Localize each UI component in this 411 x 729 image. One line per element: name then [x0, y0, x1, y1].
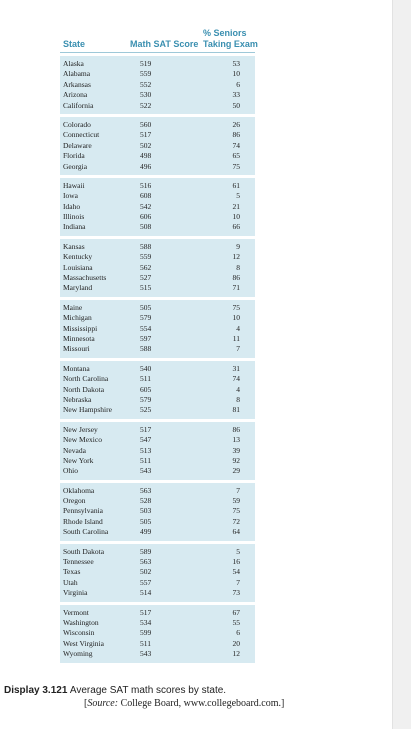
caption-label: Display 3.121 [4, 685, 68, 696]
math-score-cell: 534 [140, 617, 152, 627]
math-score-cell: 505 [140, 302, 152, 312]
state-cell: New York [63, 455, 94, 465]
table-row [60, 517, 255, 527]
math-score-cell: 562 [140, 262, 152, 272]
table-row [60, 578, 255, 588]
table-row [60, 181, 255, 191]
state-cell: Montana [63, 363, 90, 373]
math-score-cell: 511 [140, 374, 151, 384]
math-score-cell: 502 [140, 140, 152, 150]
pct-seniors-cell: 86 [232, 130, 240, 140]
table-row [60, 649, 255, 659]
state-cell: New Jersey [63, 424, 98, 434]
pct-seniors-cell: 64 [232, 527, 240, 537]
state-cell: Rhode Island [63, 516, 103, 526]
table-row [60, 385, 255, 395]
pct-seniors-cell: 11 [232, 333, 240, 343]
pct-seniors-cell: 92 [232, 455, 240, 465]
math-score-cell: 502 [140, 567, 152, 577]
math-score-cell: 543 [140, 649, 152, 659]
state-cell: Delaware [63, 140, 92, 150]
pct-seniors-cell: 59 [232, 496, 240, 506]
state-cell: Wisconsin [63, 628, 95, 638]
table-row [60, 90, 255, 100]
state-cell: Missouri [63, 344, 90, 354]
table-body [60, 56, 255, 663]
pct-seniors-cell: 5 [236, 191, 240, 201]
pct-seniors-cell: 10 [232, 313, 240, 323]
state-cell: Florida [63, 151, 85, 161]
state-cell: Massachusetts [63, 273, 107, 283]
table-row [60, 547, 255, 557]
table-row [60, 222, 255, 232]
pct-seniors-cell: 72 [232, 516, 240, 526]
state-cell: Pennsylvania [63, 506, 103, 516]
state-cell: Maryland [63, 283, 93, 293]
table-row [60, 435, 255, 445]
pct-seniors-cell: 74 [232, 374, 240, 384]
pct-seniors-cell: 54 [232, 567, 240, 577]
table-row [60, 527, 255, 537]
table-row [60, 242, 255, 252]
math-score-cell: 588 [140, 241, 152, 251]
math-score-cell: 605 [140, 384, 152, 394]
pct-seniors-cell: 21 [232, 201, 240, 211]
table-row [60, 80, 255, 90]
math-score-cell: 606 [140, 212, 152, 222]
math-score-cell: 579 [140, 394, 152, 404]
math-score-cell: 547 [140, 435, 152, 445]
pct-seniors-cell: 20 [232, 638, 240, 648]
math-score-cell: 508 [140, 222, 152, 232]
table-row [60, 639, 255, 649]
pct-seniors-cell: 67 [232, 607, 240, 617]
state-cell: Minnesota [63, 333, 95, 343]
math-score-cell: 540 [140, 363, 152, 373]
math-score-cell: 579 [140, 313, 152, 323]
math-score-cell: 559 [140, 252, 152, 262]
state-cell: Alaska [63, 59, 84, 68]
pct-seniors-cell: 7 [236, 485, 240, 495]
pct-seniors-cell: 12 [232, 649, 240, 659]
math-score-cell: 522 [140, 100, 152, 110]
math-score-cell: 608 [140, 191, 152, 201]
table-row [60, 120, 255, 130]
pct-seniors-cell: 81 [232, 405, 240, 415]
table-row [60, 628, 255, 638]
table-row [60, 273, 255, 283]
table-row [60, 557, 255, 567]
math-score-cell: 514 [140, 588, 152, 598]
state-cell: Kansas [63, 241, 85, 251]
table-row [60, 263, 255, 273]
state-group [60, 422, 255, 480]
pct-seniors-cell: 50 [232, 100, 240, 110]
state-cell: Wyoming [63, 649, 93, 659]
state-cell: Arkansas [63, 79, 91, 89]
math-score-cell: 589 [140, 546, 152, 556]
state-cell: Georgia [63, 161, 88, 171]
math-score-cell: 542 [140, 201, 152, 211]
pct-seniors-cell: 7 [236, 344, 240, 354]
state-cell: Utah [63, 577, 78, 587]
pct-seniors-cell: 73 [232, 588, 240, 598]
table-row [60, 141, 255, 151]
math-score-cell: 560 [140, 119, 152, 129]
caption-text: Average SAT math scores by state. [69, 685, 227, 696]
pct-seniors-cell: 39 [232, 445, 240, 455]
state-cell: California [63, 100, 94, 110]
table-row [60, 334, 255, 344]
table-row [60, 466, 255, 476]
math-score-cell: 511 [140, 455, 151, 465]
pct-seniors-cell: 5 [236, 546, 240, 556]
state-cell: New Mexico [63, 435, 102, 445]
state-group [60, 483, 255, 541]
state-cell: Oklahoma [63, 485, 95, 495]
state-group [60, 239, 255, 297]
state-cell: New Hampshire [63, 405, 112, 415]
source-label: Source: [87, 698, 119, 709]
state-cell: Maine [63, 302, 83, 312]
state-cell: Mississippi [63, 323, 98, 333]
table-row [60, 405, 255, 415]
math-score-cell: 513 [140, 445, 152, 455]
table-row [60, 283, 255, 293]
state-cell: Kentucky [63, 252, 93, 262]
table-row [60, 130, 255, 140]
pct-seniors-cell: 6 [236, 79, 240, 89]
math-score-cell: 563 [140, 485, 152, 495]
table-row [60, 567, 255, 577]
math-score-cell: 525 [140, 405, 152, 415]
state-cell: Texas [63, 567, 81, 577]
pct-seniors-cell: 66 [232, 222, 240, 232]
table-row [60, 252, 255, 262]
math-score-cell: 588 [140, 344, 152, 354]
pct-seniors-cell: 12 [232, 252, 240, 262]
pct-seniors-cell: 61 [232, 180, 240, 190]
math-score-cell: 563 [140, 557, 152, 567]
pct-seniors-cell: 7 [236, 577, 240, 587]
table-row [60, 425, 255, 435]
math-score-cell: 527 [140, 273, 152, 283]
math-score-cell: 499 [140, 527, 152, 537]
table-row [60, 202, 255, 212]
table-row [60, 324, 255, 334]
math-score-cell: 597 [140, 333, 152, 343]
pct-seniors-cell: 65 [232, 151, 240, 161]
sat-table [60, 22, 258, 663]
math-score-cell: 599 [140, 628, 152, 638]
table-header [60, 22, 258, 53]
math-score-cell: 554 [140, 323, 152, 333]
table-row [60, 191, 255, 201]
state-cell: Virginia [63, 588, 88, 598]
table-row [60, 212, 255, 222]
pct-seniors-cell: 26 [232, 119, 240, 129]
state-cell: Vermont [63, 607, 89, 617]
math-score-cell: 516 [140, 180, 152, 190]
column-header-state: State [63, 39, 86, 49]
math-score-cell: 528 [140, 496, 152, 506]
table-row [60, 303, 255, 313]
pct-seniors-cell: 4 [236, 384, 240, 394]
state-cell: South Carolina [63, 527, 109, 537]
pct-seniors-cell: 10 [232, 212, 240, 222]
math-score-cell: 543 [140, 466, 152, 476]
state-group [60, 300, 255, 358]
source-text: College Board, www.collegeboard.com. [120, 698, 281, 709]
table-row [60, 608, 255, 618]
math-score-cell: 517 [140, 607, 152, 617]
state-cell: Connecticut [63, 130, 100, 140]
state-cell: Arizona [63, 90, 88, 100]
state-cell: Tennessee [63, 557, 94, 567]
state-cell: Colorado [63, 119, 91, 129]
pct-seniors-cell: 31 [232, 363, 240, 373]
caption-source: [Source: College Board, www.collegeboard.com.] [84, 698, 285, 709]
state-cell: South Dakota [63, 546, 105, 556]
table-row [60, 313, 255, 323]
math-score-cell: 503 [140, 506, 152, 516]
table-row [60, 446, 255, 456]
state-group [60, 361, 255, 419]
math-score-cell: 515 [140, 283, 152, 293]
pct-seniors-cell: 13 [232, 435, 240, 445]
table-row [60, 374, 255, 384]
pct-seniors-cell: 6 [236, 628, 240, 638]
state-cell: North Carolina [63, 374, 109, 384]
table-row [60, 456, 255, 466]
state-cell: Oregon [63, 496, 86, 506]
math-score-cell: 519 [140, 59, 152, 68]
state-cell: Michigan [63, 313, 92, 323]
math-score-cell: 552 [140, 79, 152, 89]
state-cell: Hawaii [63, 180, 85, 190]
state-group [60, 117, 255, 175]
vertical-scrollbar[interactable] [392, 0, 411, 729]
column-header-math-sat-score: Math SAT Score [130, 39, 199, 49]
pct-seniors-cell: 86 [232, 273, 240, 283]
state-cell: Idaho [63, 201, 81, 211]
math-score-cell: 498 [140, 151, 152, 161]
pct-seniors-cell: 75 [232, 161, 240, 171]
table-row [60, 162, 255, 172]
math-score-cell: 505 [140, 516, 152, 526]
pct-seniors-cell: 9 [236, 241, 240, 251]
math-score-cell: 496 [140, 161, 152, 171]
state-cell: Alabama [63, 69, 91, 79]
pct-seniors-cell: 71 [232, 283, 240, 293]
math-score-cell: 511 [140, 638, 151, 648]
pct-seniors-cell: 4 [236, 323, 240, 333]
table-row [60, 486, 255, 496]
table-row [60, 496, 255, 506]
state-cell: Washington [63, 617, 99, 627]
state-group [60, 56, 255, 114]
state-cell: Illinois [63, 212, 85, 222]
display-caption [4, 684, 285, 709]
state-cell: Nebraska [63, 394, 92, 404]
math-score-cell: 530 [140, 90, 152, 100]
state-group [60, 544, 255, 602]
state-cell: Ohio [63, 466, 78, 476]
math-score-cell: 557 [140, 577, 152, 587]
state-cell: Nevada [63, 445, 86, 455]
pct-seniors-cell: 16 [232, 557, 240, 567]
pct-seniors-cell: 75 [232, 302, 240, 312]
math-score-cell: 517 [140, 424, 152, 434]
pct-seniors-cell: 86 [232, 424, 240, 434]
pct-seniors-cell: 53 [232, 59, 240, 68]
column-header-pct-seniors: % Seniors [203, 28, 247, 38]
pct-seniors-cell: 33 [232, 90, 240, 100]
state-cell: Iowa [63, 191, 78, 201]
pct-seniors-cell: 8 [236, 394, 240, 404]
state-group [60, 178, 255, 236]
pct-seniors-cell: 74 [232, 140, 240, 150]
table-row [60, 364, 255, 374]
table-row [60, 618, 255, 628]
pct-seniors-cell: 10 [232, 69, 240, 79]
table-row [60, 344, 255, 354]
pct-seniors-cell: 8 [236, 262, 240, 272]
table-row [60, 395, 255, 405]
table-row [60, 59, 255, 69]
math-score-cell: 559 [140, 69, 152, 79]
state-cell: North Dakota [63, 384, 105, 394]
state-cell: Indiana [63, 222, 86, 232]
table-row [60, 588, 255, 598]
state-group [60, 605, 255, 663]
table-row [60, 151, 255, 161]
pct-seniors-cell: 75 [232, 506, 240, 516]
state-cell: Louisiana [63, 262, 93, 272]
column-header-taking-exam: Taking Exam [203, 39, 258, 49]
table-row [60, 506, 255, 516]
pct-seniors-cell: 55 [232, 617, 240, 627]
table-row [60, 101, 255, 111]
pct-seniors-cell: 29 [232, 466, 240, 476]
table-row [60, 69, 255, 79]
state-cell: West Virginia [63, 638, 104, 648]
math-score-cell: 517 [140, 130, 152, 140]
